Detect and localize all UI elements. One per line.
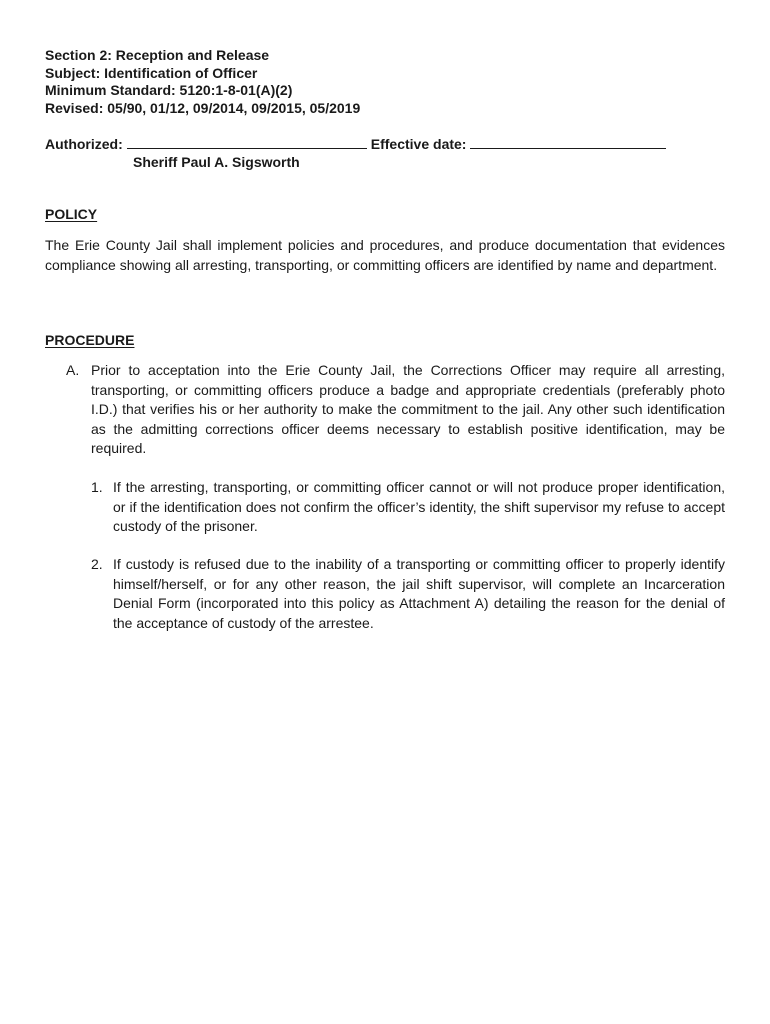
- sub-item-1-text: If the arresting, transporting, or committing officer cannot or will not produce proper identification, or if the identification does not confirm the officer’s identity, the shift supervisor my refuse to accept custody of the prisoner.: [113, 479, 725, 534]
- policy-text: The Erie County Jail shall implement policies and procedures, and produce documentation that evidences compliance showing all arresting, transporting, or committing officers are identified by name and department.: [45, 237, 725, 273]
- procedure-sub-item-1: [91, 478, 725, 537]
- policy-heading: POLICY: [45, 206, 98, 222]
- procedure-sub-item-2: [91, 555, 725, 633]
- effective-date-line: [470, 136, 666, 149]
- sub-item-2-marker: 2.: [91, 556, 103, 572]
- document-header: [45, 47, 360, 117]
- effective-date-label: Effective date:: [370, 136, 467, 152]
- standard-line: Minimum Standard: 5120:1-8-01(A)(2): [45, 82, 293, 98]
- sub-item-2-text: If custody is refused due to the inability of a transporting or committing officer to properly identify himself/herself, or for any other reason, the jail shift supervisor, will complete an Incarceration Denial Form (incorporated into this policy as Attachment A) detailing the reason for the denial of the acceptance of custody of the arrestee.: [113, 556, 725, 631]
- procedure-heading: PROCEDURE: [45, 332, 135, 348]
- subject-line: Subject: Identification of Officer: [45, 64, 258, 81]
- signature-line: [127, 136, 367, 149]
- sub-item-1-marker: 1.: [91, 479, 103, 495]
- authorized-label: Authorized:: [45, 136, 123, 152]
- section-line: Section 2: Reception and Release: [45, 47, 270, 63]
- revised-line: Revised: 05/90, 01/12, 09/2014, 09/2015, 05/2019: [45, 99, 361, 116]
- signer-name: Sheriff Paul A. Sigsworth: [133, 154, 300, 170]
- authorization-row: [45, 136, 670, 153]
- item-a-marker: A.: [66, 362, 80, 378]
- item-a-text: Prior to acceptation into the Erie County Jail, the Corrections Officer may require all arresting, transporting, or committing officers produce a badge and appropriate credentials (preferably photo I.D.) that verifies his or her authority to make the commitment to the jail. Any other such identification as the admitting corrections officer deems necessary to establish positive identification, may be required.: [91, 362, 725, 456]
- procedure-item-a: [66, 361, 725, 459]
